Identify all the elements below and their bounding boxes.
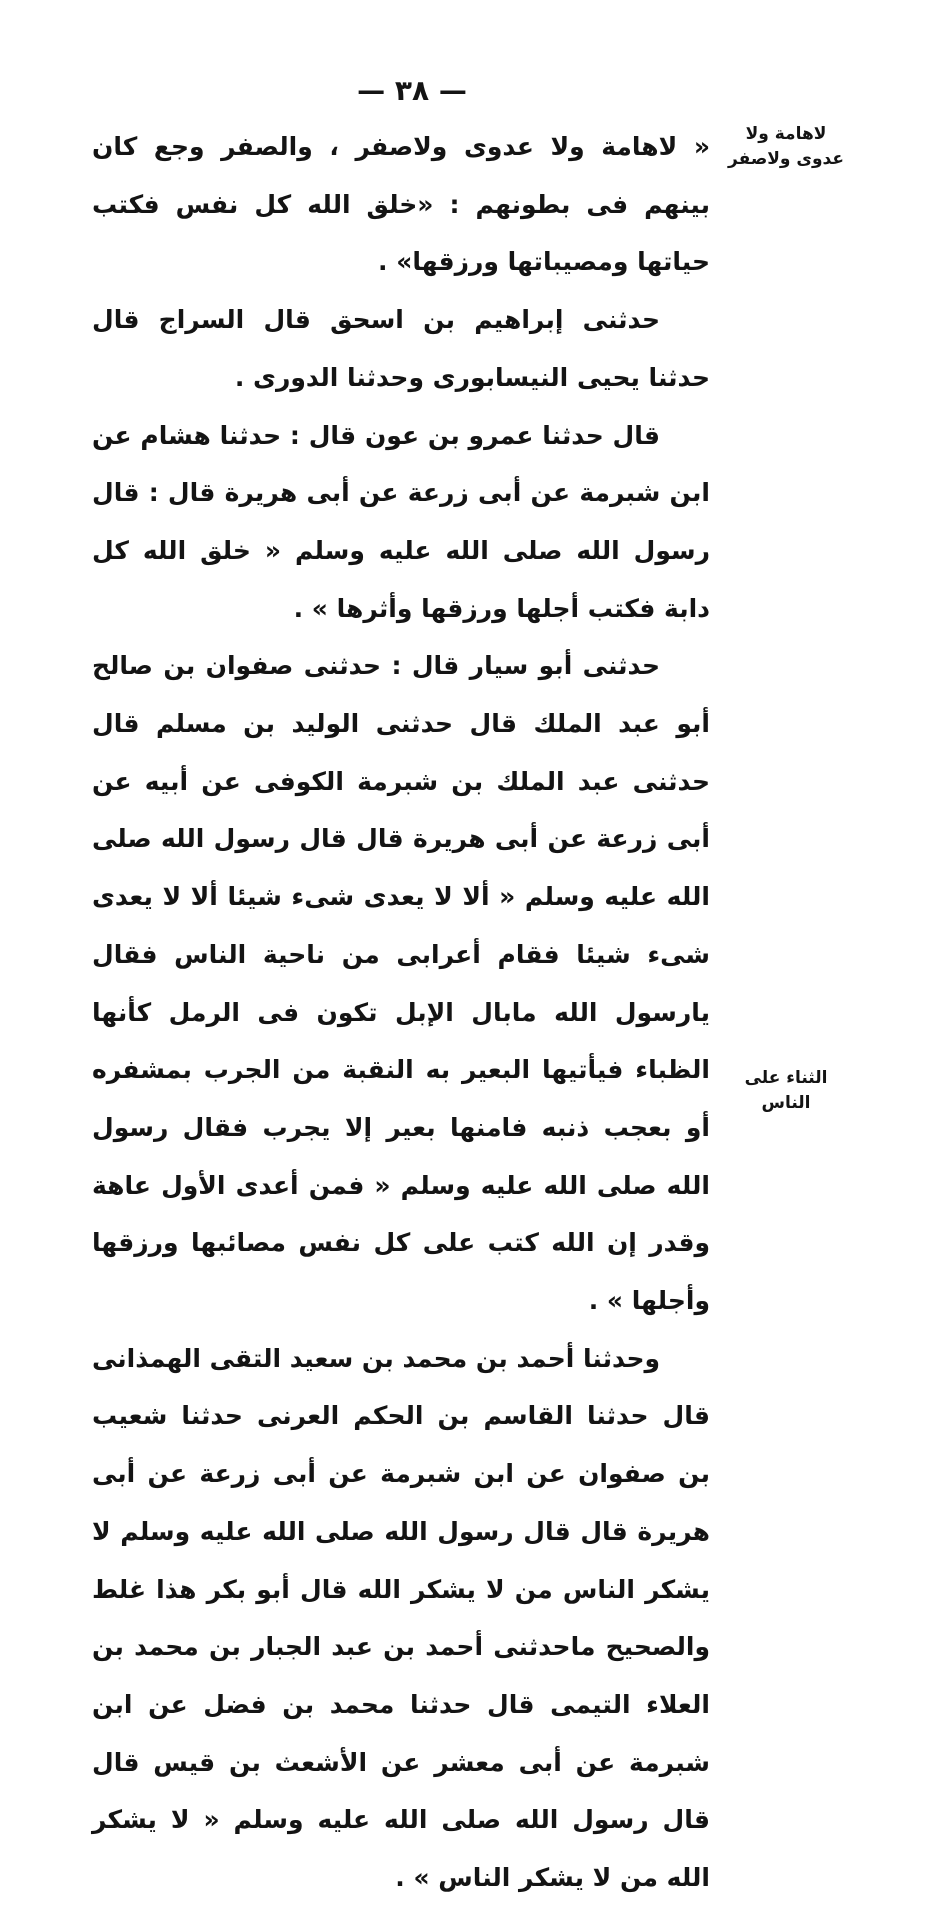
- paragraph-1: « لاهامة ولا عدوى ولاصفر ، والصفر وجع كان بينهم فى بطونهم : «خلق الله كل نفس فكتب حياتها ومصيباتها ورزقها» .: [92, 132, 710, 277]
- paragraph-4: حدثنى أبو سيار قال : حدثنى صفوان بن صالح أبو عبد الملك قال حدثنى الوليد بن مسلم قال حدثنى عبد الملك بن شبرمة الكوفى عن أبيه عن أبى زرعة عن أبى هريرة قال قال رسول الله صلى الله عليه وسلم « ألا لا يعدى شىء شيئا ألا لا يعدى شىء شيئا فقام أعرابى من ناحية الناس فقال يارسول الله مابال الإبل تكون فى الرمل كأنها الظباء فيأتيها البعير به النقبة من الجرب بمشفره أو بعجب ذنبه فامنها بعير إلا يجرب فقال رسول الله صلى الله عليه وسلم « فمن أعدى الأول عاهة وقدر إن الله كتب على كل نفس مصائبها ورزقها وأجلها » .: [92, 651, 710, 1316]
- paragraph-2: حدثنى إبراهيم بن اسحق قال السراج قال حدثنا يحيى النيسابورى وحدثنا الدورى .: [92, 305, 710, 392]
- margin-note-no-contagion: لاهامة ولا عدوى ولاصفر: [728, 124, 844, 169]
- page-number: — ٣٨ —: [357, 74, 467, 107]
- margin-note-thanking-people: الثناء على الناس: [744, 1068, 828, 1113]
- paragraph-3: قال حدثنا عمرو بن عون قال : حدثنا هشام عن ابن شبرمة عن أبى زرعة عن أبى هريرة قال : قال رسول الله صلى الله عليه وسلم « خلق الله كل دابة فكتب أجلها ورزقها وأثرها » .: [92, 420, 710, 623]
- paragraph-5: وحدثنا أحمد بن محمد بن سعيد التقى الهمذانى قال حدثنا القاسم بن الحكم العرنى حدثنا شعيب بن صفوان عن ابن شبرمة عن أبى زرعة عن أبى هريرة قال قال رسول الله صلى الله عليه وسلم لا يشكر الناس من لا يشكر الله قال أبو بكر هذا غلط والصحيح ماحدثنى أحمد بن عبد الجبار بن محمد بن العلاء التيمى قال حدثنا محمد بن فضل عن ابن شبرمة عن أبى معشر عن الأشعث بن قيس قال قال رسول الله صلى الله عليه وسلم « لا يشكر الله من لا يشكر الناس » .: [92, 1343, 710, 1893]
- main-text-body: [92, 118, 710, 1907]
